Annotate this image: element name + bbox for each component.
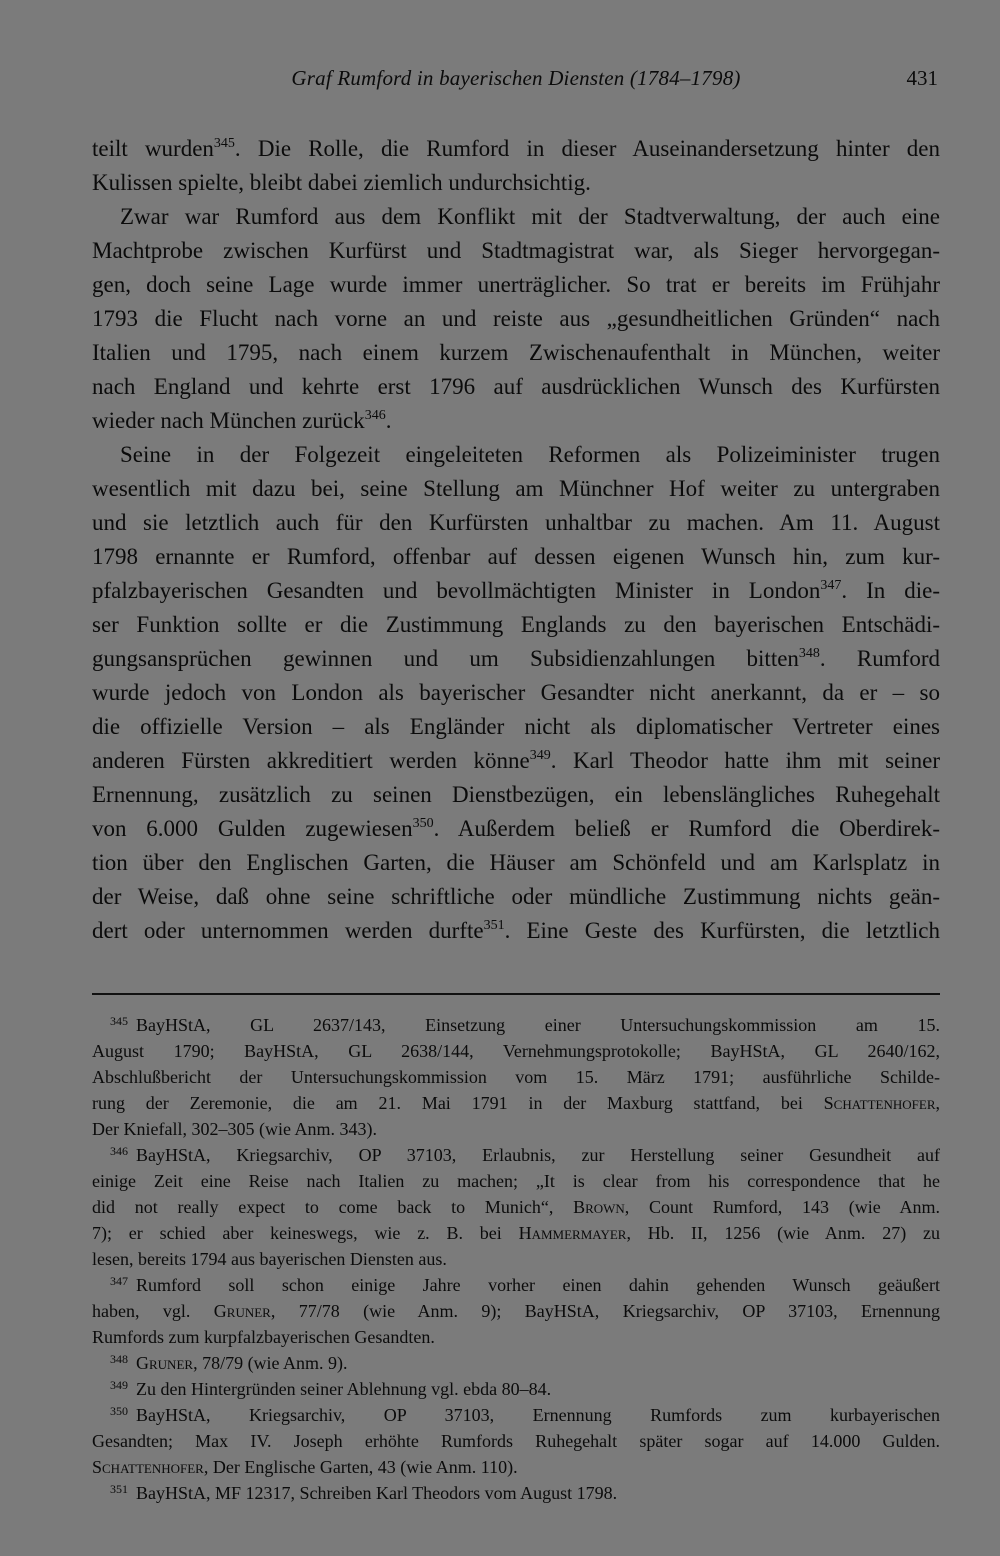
- footnote-number: 350: [110, 1404, 128, 1418]
- text-line: teilt wurden$^{345}$. Die Rolle, die Rumford in dieser Auseinandersetzung hinter den: [92, 136, 940, 161]
- footnote-ref: 350: [412, 816, 434, 831]
- footnote-separator: [92, 993, 940, 995]
- text-line: pfalzbayerischen Gesandten und bevollmächtigten Minister in London$^{347}$. In die-: [92, 578, 940, 603]
- text-line: gen, doch seine Lage wurde immer unerträglicher. So trat er bereits im Frühjahr: [92, 272, 940, 297]
- text-line: tion über den Englischen Garten, die Häuser am Schönfeld und am Karlsplatz in: [92, 850, 940, 875]
- footnote-ref: 348: [798, 646, 820, 661]
- footnote-number: 347: [110, 1274, 128, 1288]
- text-line: Machtprobe zwischen Kurfürst und Stadtmagistrat war, als Sieger hervorgegan-: [92, 238, 940, 263]
- text-line: wieder nach München zurück$^{346}$.: [92, 408, 392, 433]
- footnote-number: 351: [110, 1482, 128, 1496]
- text-line: wesentlich mit dazu bei, seine Stellung am Münchner Hof weiter zu untergraben: [92, 476, 940, 501]
- text-line: gungsansprüchen gewinnen und um Subsidienzahlungen bitten$^{348}$. Rumford: [92, 646, 940, 671]
- text-line: Ernennung, zusätzlich zu seinen Dienstbezügen, ein lebenslängliches Ruhegehalt: [92, 782, 940, 807]
- footnote-line: $^{348}$ Gruner, 78/79 (wie Anm. 9).: [110, 1352, 348, 1373]
- text-line: ser Funktion sollte er die Zustimmung Englands zu den bayerischen Entschädi-: [92, 612, 940, 637]
- text-line: 1798 ernannte er Rumford, offenbar auf dessen eigenen Wunsch hin, zum kur-: [92, 544, 940, 569]
- running-title: Graf Rumford in bayerischen Diensten (1784–1798): [291, 66, 741, 90]
- footnote-line: did not really expect to come back to Munich“, Brown, Count Rumford, 143 (wie Anm.: [92, 1197, 940, 1217]
- text-line: 1793 die Flucht nach vorne an und reiste aus „gesundheitlichen Gründen“ nach: [92, 306, 940, 331]
- footnote-ref: 347: [820, 578, 842, 593]
- footnote-line: Der Kniefall, 302–305 (wie Anm. 343).: [92, 1119, 377, 1139]
- footnote-number: 349: [110, 1378, 128, 1392]
- footnote-line: Gesandten; Max IV. Joseph erhöhte Rumfords Ruhegehalt später sogar auf 14.000 Gulden.: [92, 1431, 940, 1451]
- footnote-ref: 346: [364, 408, 386, 423]
- footnote-line: Schattenhofer, Der Englische Garten, 43 (wie Anm. 110).: [92, 1457, 518, 1477]
- footnote-line: $^{349}$ Zu den Hintergründen seiner Ablehnung vgl. ebda 80–84.: [110, 1378, 552, 1399]
- text-line: von 6.000 Gulden zugewiesen$^{350}$. Außerdem beließ er Rumford die Oberdirek-: [92, 816, 940, 841]
- footnote-number: 348: [110, 1352, 128, 1366]
- footnote-line: $^{345}$ BayHStA, GL 2637/143, Einsetzung einer Untersuchungskommission am 15.: [110, 1014, 940, 1035]
- text-line: Kulissen spielte, bleibt dabei ziemlich undurchsichtig.: [92, 170, 591, 195]
- footnote-line: $^{350}$ BayHStA, Kriegsarchiv, OP 37103, Ernennung Rumfords zum kurbayerischen: [110, 1404, 940, 1425]
- text-line: Italien und 1795, nach einem kurzem Zwischenaufenthalt in München, weiter: [92, 340, 940, 365]
- text-line: anderen Fürsten akkreditiert werden könne$^{349}$. Karl Theodor hatte ihm mit seiner: [92, 748, 940, 773]
- footnote-line: $^{351}$ BayHStA, MF 12317, Schreiben Karl Theodors vom August 1798.: [110, 1482, 618, 1503]
- footnote-number: 346: [110, 1144, 128, 1158]
- text-line: und sie letztlich auch für den Kurfürsten unhaltbar zu machen. Am 11. August: [92, 510, 940, 535]
- text-line: Seine in der Folgezeit eingeleiteten Reformen als Polizeiminister trugen: [120, 442, 940, 467]
- text-line: der Weise, daß ohne seine schriftliche oder mündliche Zustimmung nichts geän-: [92, 884, 940, 909]
- footnote-ref: 349: [529, 748, 551, 763]
- text-line: nach England und kehrte erst 1796 auf ausdrücklichen Wunsch des Kurfürsten: [92, 374, 940, 399]
- footnote-line: haben, vgl. Gruner, 77/78 (wie Anm. 9); BayHStA, Kriegsarchiv, OP 37103, Ernennung: [92, 1301, 940, 1321]
- footnote-line: lesen, bereits 1794 aus bayerischen Diensten aus.: [92, 1249, 447, 1269]
- text-line: Zwar war Rumford aus dem Konflikt mit der Stadtverwaltung, der auch eine: [120, 204, 940, 229]
- footnote-number: 345: [110, 1014, 128, 1028]
- footnote-line: Rumfords zum kurpfalzbayerischen Gesandten.: [92, 1327, 435, 1347]
- footnote-line: rung der Zeremonie, die am 21. Mai 1791 in der Maxburg stattfand, bei Schattenhofer,: [92, 1093, 940, 1113]
- footnote-ref: 351: [483, 918, 505, 933]
- footnote-line: einige Zeit eine Reise nach Italien zu machen; „It is clear from his correspondence that he: [92, 1171, 940, 1191]
- footnote-line: $^{347}$ Rumford soll schon einige Jahre vorher einen dahin gehenden Wunsch geäußert: [110, 1274, 940, 1295]
- footnote-line: Abschlußbericht der Untersuchungskommission vom 15. März 1791; ausführliche Schilde-: [92, 1067, 940, 1087]
- running-header: [92, 66, 940, 102]
- text-line: wurde jedoch von London als bayerischer Gesandter nicht anerkannt, da er – so: [92, 680, 940, 705]
- main-text: [92, 132, 940, 948]
- footnote-ref: 345: [213, 136, 235, 151]
- text-line: die offizielle Version – als Engländer nicht als diplomatischer Vertreter eines: [92, 714, 940, 739]
- footnote-line: $^{346}$ BayHStA, Kriegsarchiv, OP 37103, Erlaubnis, zur Herstellung seiner Gesundheit auf: [110, 1144, 940, 1165]
- footnote-line: 7); er schied aber keineswegs, wie z. B. bei Hammermayer, Hb. II, 1256 (wie Anm. 27) zu: [92, 1223, 940, 1243]
- text-line: dert oder unternommen werden durfte$^{351}$. Eine Geste des Kurfürsten, die letztlich: [92, 918, 940, 943]
- footnote-line: August 1790; BayHStA, GL 2638/144, Vernehmungsprotokolle; BayHStA, GL 2640/162,: [92, 1041, 940, 1061]
- page-number: 431: [906, 66, 938, 90]
- footnotes: [92, 1012, 940, 1506]
